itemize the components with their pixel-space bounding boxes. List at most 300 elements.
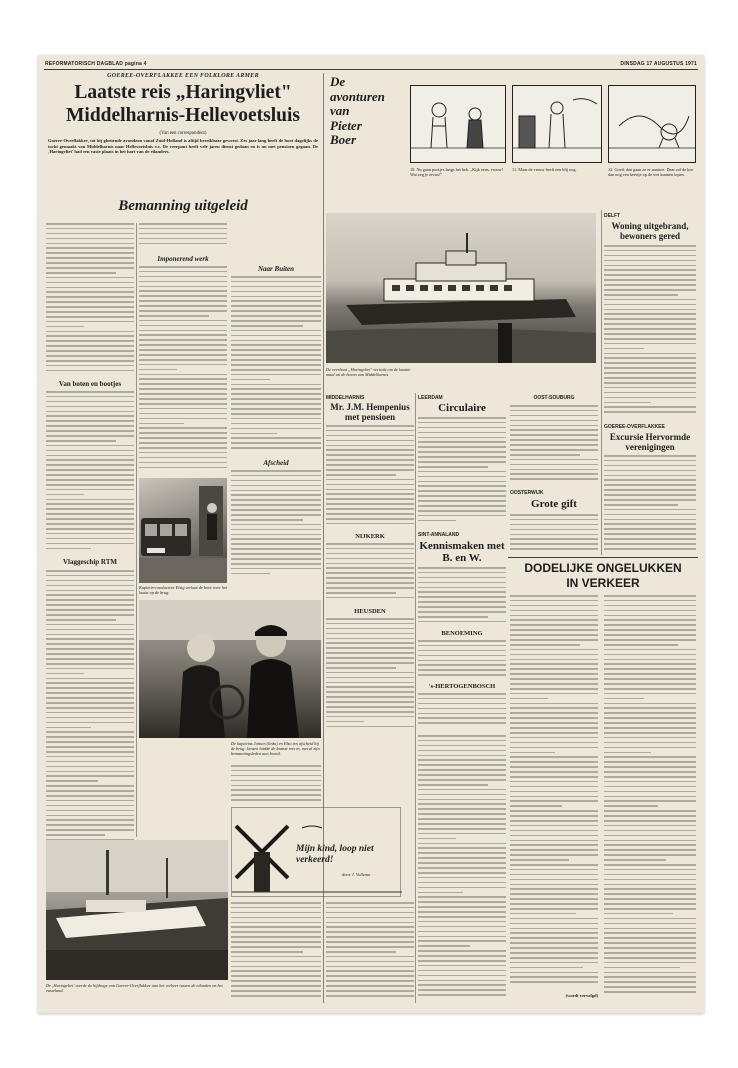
text-line	[604, 519, 696, 521]
text-line	[46, 766, 134, 768]
text-line	[139, 334, 227, 336]
text-line	[510, 717, 598, 719]
text-line	[139, 447, 227, 449]
text-line	[604, 972, 696, 974]
text-line	[139, 369, 177, 371]
text-line	[510, 524, 598, 526]
text-line	[418, 789, 506, 791]
text-line	[510, 820, 598, 822]
text-line	[604, 981, 696, 983]
text-line	[604, 683, 696, 685]
text-line	[139, 233, 227, 235]
text-line	[418, 708, 506, 710]
text-line	[604, 903, 696, 905]
text-line	[46, 228, 134, 230]
text-line	[510, 688, 598, 690]
text-line	[604, 494, 696, 496]
main-headline-line-1: Laatste reis „Haringvliet"	[74, 82, 292, 103]
column-2-text	[139, 266, 227, 474]
text-line	[510, 967, 583, 969]
text-line	[510, 864, 598, 866]
text-line	[326, 577, 414, 579]
text-line	[418, 427, 506, 429]
text-line	[510, 459, 598, 461]
text-line	[604, 810, 696, 812]
text-line	[326, 572, 414, 574]
issue-date: DINSDAG 17 AUGUSTUS 1971	[620, 61, 697, 67]
text-line	[326, 440, 414, 442]
text-line	[510, 913, 576, 915]
text-line	[326, 489, 414, 491]
middelharnis-title: Mr. J.M. Hempenius met pensioen	[330, 402, 410, 422]
text-line	[510, 796, 598, 798]
text-line	[139, 374, 227, 376]
text-line	[231, 785, 321, 787]
text-line	[231, 300, 321, 302]
text-line	[326, 970, 414, 972]
column-rule	[323, 73, 324, 1003]
text-line	[510, 732, 598, 734]
text-line	[604, 328, 696, 330]
text-line	[231, 403, 321, 405]
text-line	[604, 678, 696, 680]
text-line	[604, 460, 696, 462]
section-title: Bemanning uitgeleid	[118, 198, 248, 214]
text-line	[510, 519, 598, 521]
text-line	[604, 830, 696, 832]
photo-ferry	[326, 213, 596, 363]
text-line	[418, 481, 506, 483]
text-line	[46, 370, 134, 372]
text-line	[418, 722, 506, 724]
photo-boat-quay	[46, 840, 228, 980]
delft-text	[604, 245, 696, 420]
text-line	[604, 649, 696, 651]
text-line	[604, 771, 696, 773]
text-line	[418, 572, 506, 574]
text-line	[46, 331, 134, 333]
text-line	[231, 413, 321, 415]
text-line	[604, 289, 696, 291]
paper-name: REFORMATORISCH DAGBLAD pagina 4	[45, 61, 147, 67]
text-line	[604, 835, 696, 837]
text-line	[510, 663, 598, 665]
text-line	[231, 475, 321, 477]
text-line	[46, 580, 134, 582]
goeree-title: Excursie Hervormde verenigingen	[609, 432, 691, 452]
text-line	[604, 479, 696, 481]
oosterwijk-kicker: OOSTERWIJK	[510, 490, 544, 496]
text-line	[418, 975, 506, 977]
text-line	[46, 415, 134, 417]
text-line	[604, 879, 696, 881]
text-line	[604, 864, 696, 866]
text-line	[231, 281, 321, 283]
text-line	[46, 533, 134, 535]
text-line	[231, 966, 321, 968]
text-line	[46, 301, 134, 303]
text-line	[326, 990, 414, 992]
text-line	[139, 462, 227, 464]
text-line	[231, 524, 321, 526]
text-line	[326, 912, 414, 914]
text-line	[46, 712, 134, 714]
text-line	[510, 464, 598, 466]
text-line	[510, 693, 598, 695]
text-line	[46, 464, 134, 466]
text-line	[604, 844, 696, 846]
text-line	[418, 437, 506, 439]
text-line	[326, 647, 414, 649]
text-line	[326, 425, 414, 427]
text-line	[604, 644, 678, 646]
accidents-headline-1: DODELIJKE ONGELUKKEN	[524, 561, 682, 575]
accidents-headline-2: IN VERKEER	[566, 576, 640, 590]
text-line	[231, 433, 277, 435]
text-line	[604, 732, 696, 734]
text-line	[510, 624, 598, 626]
text-line	[418, 784, 488, 786]
text-line	[418, 591, 506, 593]
text-line	[139, 423, 184, 425]
text-line	[418, 965, 506, 967]
text-line	[510, 639, 598, 641]
text-line	[231, 789, 321, 791]
text-line	[326, 469, 414, 471]
text-line	[510, 543, 598, 545]
photo-bus-boarding	[139, 478, 227, 583]
text-line	[604, 849, 696, 851]
text-line	[46, 775, 134, 777]
text-line	[46, 629, 134, 631]
text-line	[139, 315, 209, 317]
text-line	[139, 320, 227, 322]
text-line	[46, 638, 134, 640]
text-line	[46, 296, 134, 298]
text-line	[604, 304, 696, 306]
text-line	[604, 274, 696, 276]
text-line	[418, 606, 506, 608]
text-line	[326, 508, 414, 510]
text-line	[418, 794, 506, 796]
text-line	[46, 780, 98, 782]
text-line	[510, 649, 598, 651]
text-line	[231, 995, 321, 997]
text-line	[139, 432, 227, 434]
text-line	[46, 489, 134, 491]
text-line	[326, 711, 414, 713]
text-line	[604, 634, 696, 636]
text-line	[139, 300, 227, 302]
middelharnis-text	[326, 425, 414, 530]
text-line	[418, 877, 506, 879]
text-line	[604, 800, 696, 802]
text-line	[231, 320, 321, 322]
text-line	[418, 601, 506, 603]
column-3-text	[231, 276, 321, 456]
text-line	[326, 558, 414, 560]
text-line	[139, 305, 227, 307]
comic-title-1: De	[330, 74, 346, 89]
text-line	[418, 994, 506, 996]
text-line	[326, 567, 414, 569]
text-line	[604, 859, 666, 861]
text-line	[418, 500, 506, 502]
subhead-boten: Van boten en bootjes	[58, 380, 122, 388]
text-line	[46, 746, 134, 748]
text-line	[510, 903, 598, 905]
text-line	[46, 335, 134, 337]
text-line	[604, 504, 678, 506]
text-line	[604, 712, 696, 714]
text-line	[231, 770, 321, 772]
text-line	[418, 640, 506, 642]
text-line	[46, 445, 134, 447]
text-line	[418, 808, 506, 810]
subhead-imponerend: Imponerend werk	[157, 255, 209, 263]
text-line	[326, 464, 414, 466]
text-line	[418, 655, 506, 657]
text-line	[510, 972, 598, 974]
text-line	[231, 931, 321, 933]
text-line	[326, 662, 414, 664]
text-line	[46, 815, 134, 817]
text-line	[510, 439, 598, 441]
text-line	[510, 727, 598, 729]
text-line	[46, 819, 134, 821]
text-line	[326, 474, 396, 476]
text-line	[418, 769, 506, 771]
text-line	[418, 735, 506, 737]
accidents-text-2	[604, 595, 696, 1000]
text-line	[46, 619, 116, 621]
nijkerk-head: NIJKERK	[355, 533, 385, 540]
text-line	[46, 722, 134, 724]
text-line	[46, 673, 84, 675]
text-line	[46, 474, 134, 476]
comic-title-3: van	[330, 103, 350, 118]
text-line	[231, 902, 321, 904]
text-line	[510, 605, 598, 607]
text-line	[46, 834, 105, 836]
text-line	[510, 825, 598, 827]
text-line	[604, 659, 696, 661]
text-line	[326, 623, 414, 625]
text-line	[510, 874, 598, 876]
story-text-3	[418, 735, 506, 1002]
oosterwijk-text	[510, 514, 598, 554]
text-line	[418, 611, 506, 613]
text-line	[510, 469, 598, 471]
text-line	[46, 238, 134, 240]
text-line	[418, 755, 506, 757]
column-rule	[601, 210, 602, 555]
text-line	[231, 286, 321, 288]
text-line	[418, 650, 506, 652]
text-line	[604, 605, 696, 607]
text-line	[418, 664, 506, 666]
text-line	[604, 820, 696, 822]
text-line	[231, 765, 321, 767]
text-line	[46, 643, 134, 645]
text-line	[418, 674, 506, 676]
column-rule	[415, 393, 416, 1003]
comic-title	[330, 75, 404, 215]
text-line	[604, 372, 696, 374]
text-line	[418, 698, 506, 700]
article-lead: Goeree-Overflakkee, tot bij gloeiende avondzon vanaf Zuid-Holland is altijd bereikbaar geweest. Zes jaar lang heeft de boot dagelijks de tocht gemaakt van Middelharnis naar Hellevoetsluis v.v. De veerpont heeft vele jaren dienst gedaan en is nu met pensioen gegaan. De ‚Haringvliet' had een vaste plaats in het hart van de eilanders.	[48, 138, 318, 155]
text-line	[326, 633, 414, 635]
text-line	[604, 815, 696, 817]
text-line	[604, 543, 696, 545]
text-line	[510, 600, 598, 602]
text-line	[418, 759, 506, 761]
text-line	[418, 520, 456, 522]
text-line	[604, 937, 696, 939]
text-line	[604, 756, 696, 758]
text-line	[510, 879, 598, 881]
text-line	[46, 585, 134, 587]
oostsouburg-kicker: OOST-SOUBURG	[533, 395, 575, 401]
text-line	[46, 406, 134, 408]
windmill-illustration	[231, 807, 401, 897]
text-line	[418, 745, 506, 747]
text-line	[231, 480, 321, 482]
text-line	[604, 411, 696, 413]
text-line	[604, 362, 696, 364]
text-line	[604, 528, 696, 530]
text-line	[326, 459, 414, 461]
text-line	[418, 882, 506, 884]
text-line	[139, 330, 227, 332]
text-line	[139, 295, 227, 297]
text-line	[510, 815, 598, 817]
text-line	[418, 660, 506, 662]
text-line	[46, 430, 134, 432]
text-line	[604, 313, 696, 315]
text-line	[604, 967, 680, 969]
text-line	[510, 756, 598, 758]
text-line	[418, 818, 506, 820]
text-line	[46, 785, 134, 787]
column-rule	[136, 223, 137, 837]
text-line	[604, 619, 696, 621]
text-line	[604, 722, 696, 724]
text-line	[604, 874, 696, 876]
text-line	[418, 466, 488, 468]
text-line	[231, 437, 321, 439]
byline: (Van een correspondent)	[159, 131, 207, 136]
text-line	[326, 917, 414, 919]
comic-panel-1	[410, 85, 506, 163]
text-line	[46, 609, 134, 611]
text-line	[46, 648, 134, 650]
text-line	[231, 980, 321, 982]
text-line	[231, 946, 321, 948]
text-line	[139, 243, 227, 245]
column-1-text-c	[46, 570, 134, 855]
text-line	[139, 276, 227, 278]
text-line	[510, 444, 598, 446]
text-line	[510, 981, 598, 983]
text-line	[231, 305, 321, 307]
text-line	[604, 918, 696, 920]
text-line	[326, 587, 414, 589]
text-line	[418, 823, 506, 825]
text-line	[418, 989, 506, 991]
text-line	[46, 614, 134, 616]
text-line	[46, 282, 134, 284]
text-line	[231, 799, 321, 801]
text-line	[510, 410, 598, 412]
text-line	[604, 402, 651, 404]
text-line	[46, 420, 134, 422]
text-line	[231, 310, 321, 312]
text-line	[510, 683, 598, 685]
text-line	[46, 668, 134, 670]
text-line	[510, 776, 598, 778]
text-line	[231, 936, 321, 938]
text-line	[510, 668, 598, 670]
text-line	[326, 691, 414, 693]
column-2-text-top	[139, 223, 227, 251]
text-line	[46, 499, 134, 501]
text-line	[326, 985, 414, 987]
text-line	[418, 906, 506, 908]
text-line	[510, 737, 598, 739]
text-line	[231, 548, 321, 550]
text-line	[326, 696, 414, 698]
text-line	[510, 844, 598, 846]
text-line	[231, 985, 321, 987]
text-line	[604, 673, 696, 675]
text-line	[139, 271, 227, 273]
text-line	[326, 592, 396, 594]
text-line	[46, 411, 134, 413]
text-line	[139, 383, 227, 385]
text-line	[418, 490, 506, 492]
text-line	[231, 794, 321, 796]
text-line	[231, 780, 321, 782]
caption-boat: De ‚Haringvliet' voerde de bijdrage van Goeree-Overflakkee aan het verkeer tussen de eilanden en het vasteland.	[46, 983, 223, 994]
sintannaland-kicker: SINT-ANNALAND	[418, 532, 460, 538]
text-line	[604, 548, 696, 550]
text-line	[510, 962, 598, 964]
text-line	[231, 423, 321, 425]
text-line	[231, 335, 321, 337]
comic-panel-3	[608, 85, 696, 163]
sintannaland-title: Kennismaken met B. en W.	[419, 540, 505, 564]
text-line	[510, 800, 598, 802]
story-end: (wordt vervolgd)	[565, 993, 598, 998]
text-line	[139, 393, 227, 395]
text-line	[46, 548, 91, 550]
caption-captains: De kapiteins Jansen (links) en Elzo ten afscheid bij de brug. Jansen luidde de laatste reis in, met al zijn bemanningsleden aan boord.	[231, 741, 320, 757]
text-line	[604, 932, 696, 934]
text-line	[326, 628, 414, 630]
text-line	[604, 923, 696, 925]
text-line	[139, 388, 227, 390]
text-line	[231, 418, 321, 420]
text-line	[604, 484, 696, 486]
text-line	[46, 658, 134, 660]
text-line	[326, 716, 414, 718]
text-line	[418, 887, 506, 889]
text-line	[418, 485, 506, 487]
hertogenbosch-head: 's-HERTOGENBOSCH	[428, 683, 496, 690]
text-line	[604, 898, 696, 900]
text-line	[510, 761, 598, 763]
